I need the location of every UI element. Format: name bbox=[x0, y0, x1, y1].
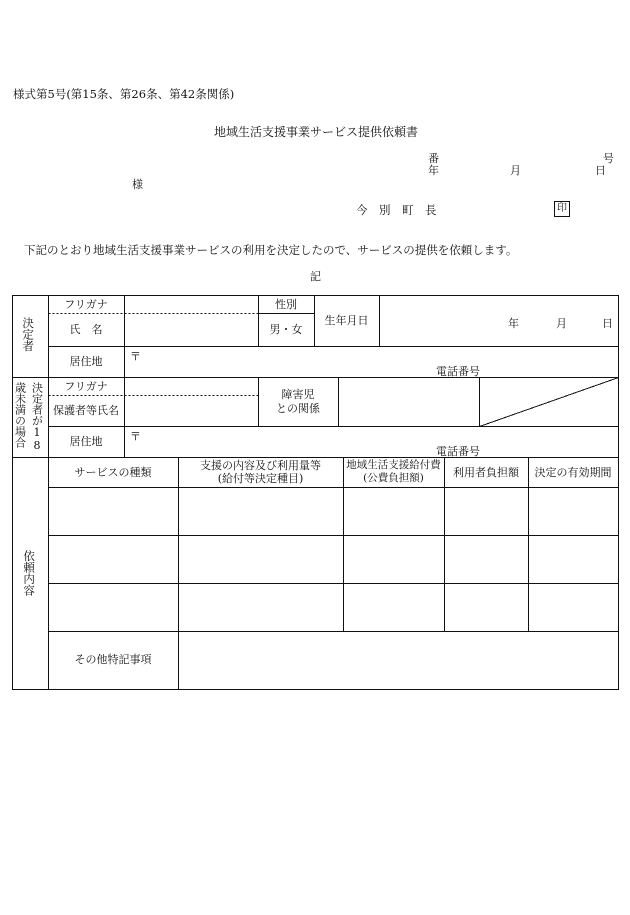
document-title: 地域生活支援事業サービス提供依頼書 bbox=[214, 125, 419, 139]
name-field[interactable] bbox=[125, 314, 258, 346]
relation-label-line2: との関係 bbox=[276, 402, 320, 415]
header-valid-period: 決定の有効期間 bbox=[534, 466, 612, 479]
year-label: 年 bbox=[428, 164, 439, 177]
furigana-label: フリガナ bbox=[64, 298, 108, 311]
decision-section-label: 決定者 bbox=[21, 317, 36, 352]
minor-postal-mark: 〒 bbox=[130, 430, 141, 443]
header-benefit-line2: (公費負担額) bbox=[363, 472, 424, 484]
request-section-label: 依頼内容 bbox=[22, 550, 37, 596]
relation-field[interactable] bbox=[339, 378, 479, 426]
issuer: 今 別 町 長 bbox=[356, 203, 437, 217]
body-text: 下記のとおり地域生活支援事業サービスの利用を決定したので、サービスの提供を依頼します。 bbox=[24, 243, 518, 257]
birth-day-label: 日 bbox=[602, 317, 613, 330]
postal-mark: 〒 bbox=[130, 350, 141, 363]
minor-section-label-right: 決定者が18 bbox=[30, 382, 44, 452]
minor-furigana-label: フリガナ bbox=[64, 380, 108, 393]
header-support-line1: 支援の内容及び利用量等 bbox=[200, 459, 321, 472]
guardian-furigana-field[interactable] bbox=[125, 378, 258, 395]
address-label: 居住地 bbox=[69, 355, 103, 368]
guardian-address-field[interactable] bbox=[125, 427, 618, 457]
header-user-burden: 利用者負担額 bbox=[453, 466, 519, 479]
day-label: 日 bbox=[595, 164, 606, 177]
phone-label: 電話番号 bbox=[436, 365, 480, 378]
guardian-name-label: 保護者等氏名 bbox=[53, 404, 119, 417]
guardian-name-field[interactable] bbox=[125, 396, 258, 426]
header-service-type: サービスの種類 bbox=[74, 466, 152, 479]
birth-month-label: 月 bbox=[556, 317, 567, 330]
ki-label: 記 bbox=[310, 270, 321, 283]
birthdate-label: 生年月日 bbox=[324, 314, 369, 327]
form-number: 様式第5号(第15条、第26条、第42条関係) bbox=[13, 87, 235, 101]
minor-phone-label: 電話番号 bbox=[436, 445, 480, 458]
month-label: 月 bbox=[510, 164, 521, 177]
address-field[interactable] bbox=[125, 347, 618, 377]
minor-address-label: 居住地 bbox=[69, 435, 103, 448]
minor-section-label-left: 歳未満の場合 bbox=[13, 382, 27, 448]
ban-label: 番 bbox=[428, 152, 439, 165]
header-support-line2: (給付等決定種目) bbox=[217, 472, 304, 485]
seal-icon: 印 bbox=[554, 201, 570, 217]
other-notes-label: その他特記事項 bbox=[74, 653, 152, 666]
relation-label-line1: 障害児 bbox=[281, 388, 315, 401]
birth-year-label: 年 bbox=[508, 317, 519, 330]
furigana-field[interactable] bbox=[125, 296, 258, 313]
sex-label: 性別 bbox=[275, 298, 297, 311]
sex-options: 男・女 bbox=[269, 323, 303, 336]
addressee-sama: 様 bbox=[132, 178, 143, 191]
other-notes-field[interactable] bbox=[179, 632, 618, 689]
name-label: 氏 名 bbox=[69, 323, 103, 336]
go-label: 号 bbox=[603, 152, 614, 165]
header-benefit-line1: 地域生活支援給付費 bbox=[346, 459, 441, 471]
